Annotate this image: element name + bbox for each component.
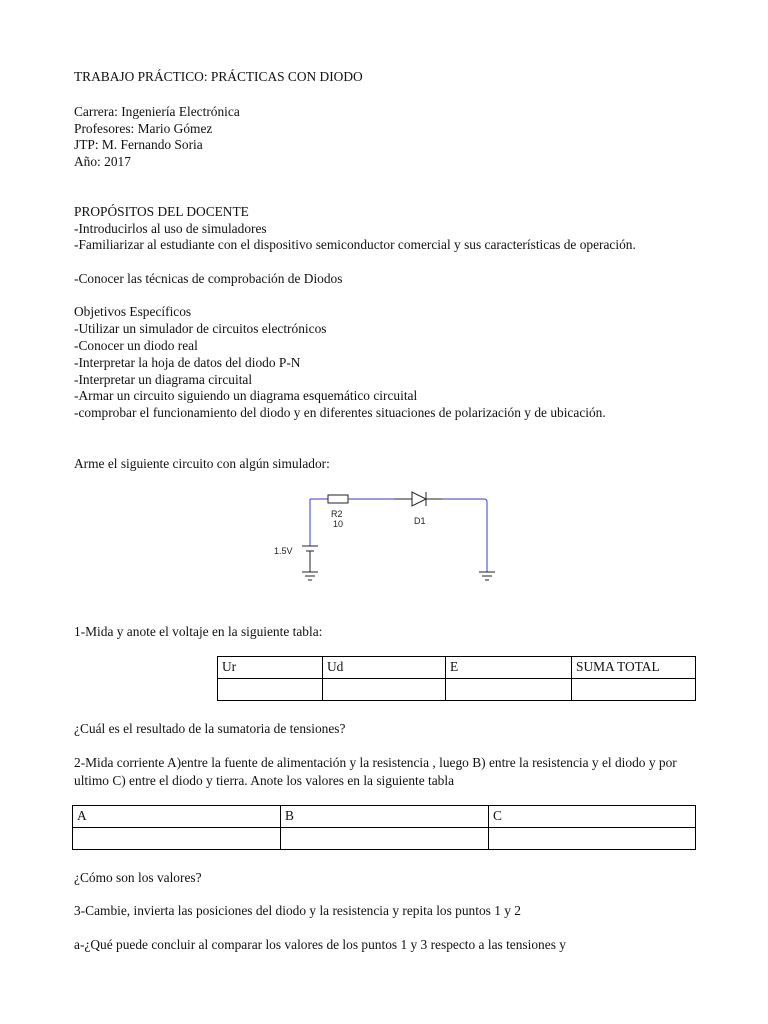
resistor-ref-label: R2 — [331, 509, 343, 519]
table-row — [73, 828, 696, 850]
source-label: 1.5V — [274, 546, 293, 556]
wire-top-right — [442, 499, 487, 572]
objetivos-heading: Objetivos Específicos — [74, 304, 192, 319]
question-2: 2-Mida corriente A)entre la fuente de alimentación y la resistencia , luego B) entre la resistencia y el diodo y por ultimo C) entre el diodo y tierra. Anote los valores en la siguiente tabla — [74, 755, 677, 788]
cell-suma-total[interactable] — [572, 679, 696, 701]
question-2-followup: ¿Cómo son los valores? — [74, 870, 202, 885]
ground-left-icon — [302, 572, 318, 580]
resistor-symbol — [328, 495, 348, 503]
proposito-item: -Conocer las técnicas de comprobación de Diodos — [74, 271, 343, 286]
objetivo-item: -Utilizar un simulador de circuitos electrónicos — [74, 321, 327, 336]
objetivo-item: -Interpretar la hoja de datos del diodo P-N — [74, 355, 301, 370]
header-ud: Ud — [323, 657, 446, 679]
table-header-row — [218, 657, 696, 679]
circuit-instruction: Arme el siguiente circuito con algún simulador: — [74, 456, 330, 471]
diode-symbol — [412, 492, 426, 506]
cell-ud[interactable] — [323, 679, 446, 701]
proposito-item: -Introducirlos al uso de simuladores — [74, 221, 267, 236]
question-3: 3-Cambie, invierta las posiciones del diodo y la resistencia y repita los puntos 1 y 2 — [74, 903, 522, 918]
current-table — [72, 805, 696, 850]
circuit-diagram — [262, 486, 512, 590]
header-suma-total: SUMA TOTAL — [572, 657, 696, 679]
header-c: C — [489, 806, 696, 828]
battery-symbol — [302, 546, 318, 551]
voltage-table — [217, 656, 696, 701]
propositos-heading: PROPÓSITOS DEL DOCENTE — [74, 204, 249, 219]
question-3a: a-¿Qué puede concluir al comparar los valores de los puntos 1 y 3 respecto a las tensiones y — [74, 937, 566, 952]
header-e: E — [446, 657, 572, 679]
objetivo-item: -Conocer un diodo real — [74, 338, 198, 353]
carrera: Carrera: Ingeniería Electrónica — [74, 104, 240, 119]
resistor-value-label: 10 — [333, 519, 344, 529]
cell-c[interactable] — [489, 828, 696, 850]
cell-ur[interactable] — [218, 679, 323, 701]
profesores: Profesores: Mario Gómez — [74, 121, 213, 136]
page-title: TRABAJO PRÁCTICO: PRÁCTICAS CON DIODO — [74, 69, 363, 84]
table-header-row — [73, 806, 696, 828]
diode-ref-label: D1 — [414, 516, 426, 526]
header-b: B — [281, 806, 489, 828]
cell-b[interactable] — [281, 828, 489, 850]
ground-right-icon — [479, 572, 495, 580]
objetivo-item: -Armar un circuito siguiendo un diagrama esquemático circuital — [74, 388, 418, 403]
proposito-item: -Familiarizar al estudiante con el dispositivo semiconductor comercial y sus características de operación. — [74, 237, 636, 252]
jtp: JTP: M. Fernando Soria — [74, 137, 203, 152]
header-a: A — [73, 806, 281, 828]
objetivo-item: -comprobar el funcionamiento del diodo y en diferentes situaciones de polarización y de ubicación. — [74, 405, 606, 420]
question-1: 1-Mida y anote el voltaje en la siguiente tabla: — [74, 624, 323, 639]
question-1-followup: ¿Cuál es el resultado de la sumatoria de tensiones? — [74, 721, 346, 736]
table-row — [218, 679, 696, 701]
header-ur: Ur — [218, 657, 323, 679]
objetivo-item: -Interpretar un diagrama circuital — [74, 372, 253, 387]
anio: Año: 2017 — [74, 154, 131, 169]
cell-e[interactable] — [446, 679, 572, 701]
cell-a[interactable] — [73, 828, 281, 850]
